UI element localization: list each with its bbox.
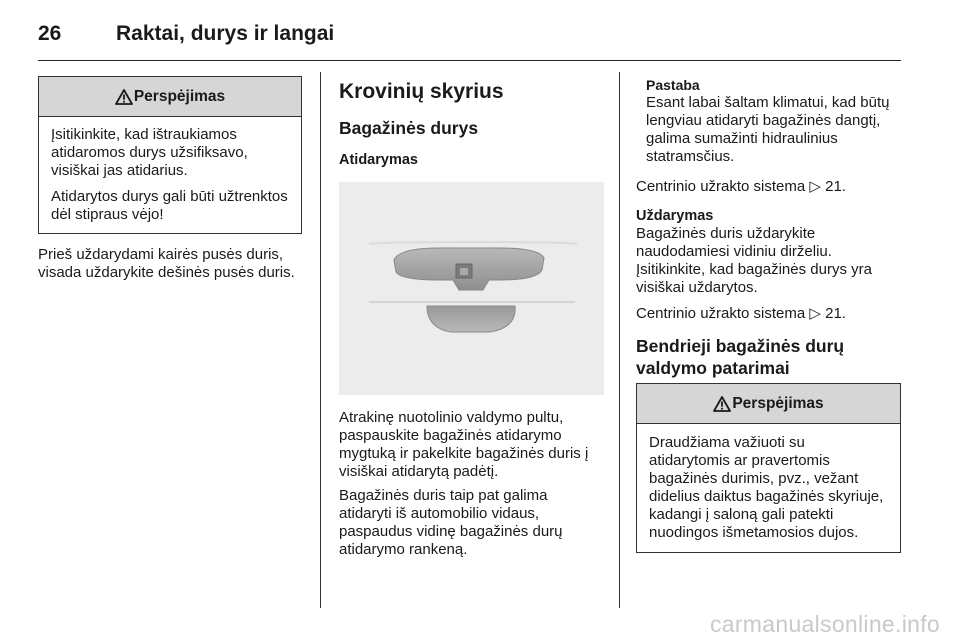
warning-body: [637, 424, 900, 552]
column-2: [339, 76, 604, 559]
note: [636, 76, 901, 166]
warning-text: Įsitikinkite, kad ištraukiamos atidaromos durys užsifiksavo, visiškai jas atidarius.: [51, 126, 248, 179]
warning-header: [39, 77, 301, 117]
note-text: Esant labai šaltam klimatui, kad būtų lengviau atidaryti bagažinės dangtį, galima sumažinti hidraulinius statramsčius.: [646, 94, 890, 165]
watermark: carmanualsonline.info: [709, 611, 940, 637]
warning-body: [39, 117, 301, 233]
column-divider: [619, 72, 620, 608]
page-number: 26: [38, 22, 62, 45]
warning-text: Draudžiama važiuoti su atidarytomis ar pravertomis bagažinės durimis, pvz., vežant didelius daiktus bagažinės skyriuje, kadangi į saloną gali patekti nuodingos išmetamosios dujos.: [649, 434, 884, 541]
body-text: Įsitikinkite, kad bagažinės durys yra visiškai uždarytos.: [636, 261, 872, 296]
warning-label: Perspėjimas: [133, 87, 226, 105]
body-text: Prieš uždarydami kairės pusės duris, visada uždarykite dešinės pusės duris.: [38, 246, 295, 281]
warning-triangle-icon: [115, 89, 133, 105]
column-1: [38, 76, 302, 282]
tailgate-handle-drawing: [339, 182, 604, 395]
column-divider: [320, 72, 321, 608]
body-text: Atrakinę nuotolinio valdymo pultu, paspauskite bagažinės atidarymo mygtuką ir pakelkite bagažinės duris į visiškai atidarytą padėtį.: [339, 409, 589, 480]
section-heading: Krovinių skyrius: [339, 80, 504, 103]
page-title: Raktai, durys ir langai: [116, 22, 335, 45]
body-text: Bagažinės duris taip pat galima atidaryti iš automobilio vidaus, paspaudus vidinę bagažinės durų atidarymo rankeną.: [339, 487, 563, 558]
warning-header: [637, 384, 900, 424]
subsection-heading: Bendrieji bagažinės durų valdymo patarimai: [636, 336, 845, 378]
subsubsection-heading: Uždarymas: [636, 208, 714, 224]
warning-box: [636, 383, 901, 553]
column-3: [636, 76, 901, 553]
warning-box: [38, 76, 302, 234]
header-divider: [38, 60, 901, 61]
note-title: Pastaba: [646, 77, 700, 93]
warning-triangle-icon: [713, 396, 731, 412]
cross-reference: Centrinio užrakto sistema ▷ 21.: [636, 305, 846, 322]
cross-reference: Centrinio užrakto sistema ▷ 21.: [636, 178, 846, 195]
warning-label: Perspėjimas: [732, 394, 824, 412]
tailgate-handle-illustration: [339, 182, 604, 395]
body-text: Bagažinės duris uždarykite naudodamiesi vidiniu dirželiu.: [636, 225, 832, 260]
subsubsection-heading: Atidarymas: [339, 152, 418, 168]
page-header: [38, 14, 334, 54]
warning-text: Atidarytos durys gali būti užtrenktos dėl stipraus vėjo!: [51, 188, 288, 223]
subsection-heading: Bagažinės durys: [339, 118, 479, 138]
